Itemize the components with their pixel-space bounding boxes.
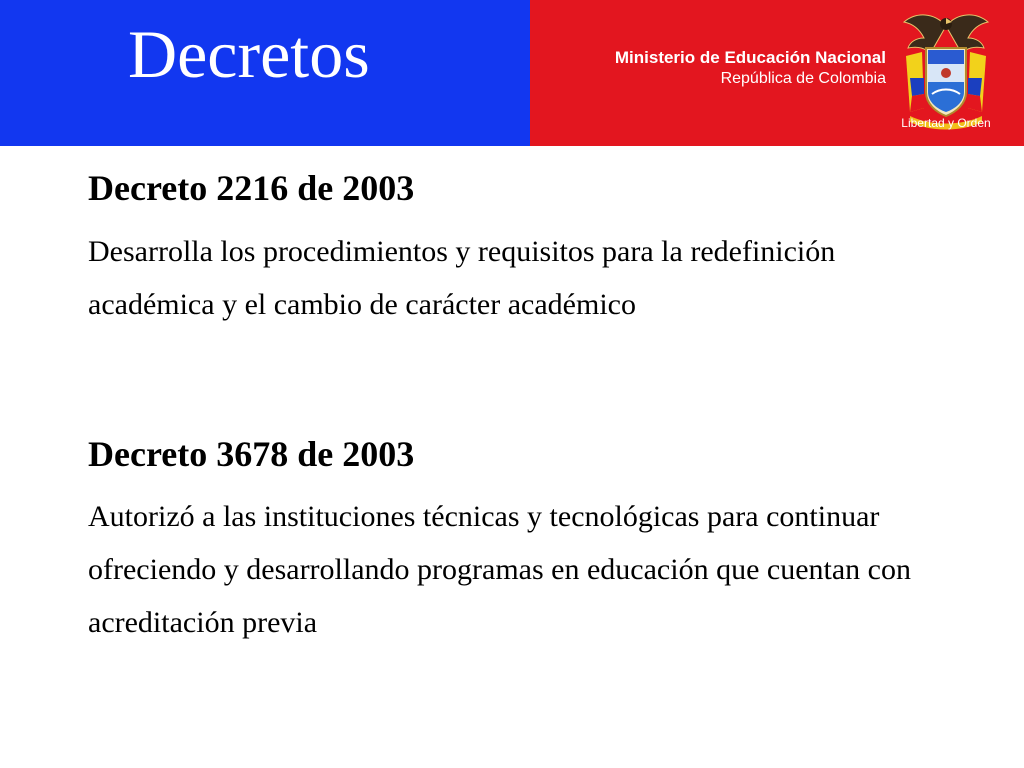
ministry-block xyxy=(615,47,886,89)
decree-title: Decreto 2216 de 2003 xyxy=(88,168,415,208)
slide-title: Decretos xyxy=(128,16,370,92)
decree-description: Desarrolla los procedimientos y requisitos para la redefinición académica y el cambio de carácter académico xyxy=(88,235,836,321)
ministry-name: Ministerio de Educación Nacional xyxy=(614,48,886,67)
header-banner xyxy=(0,0,1024,146)
decree-description: Autorizó a las instituciones técnicas y tecnológicas para continuar ofreciendo y desarrollando programas en educación que cuentan con acreditación previa xyxy=(88,500,911,639)
decree-title: Decreto 3678 de 2003 xyxy=(88,434,415,474)
country-name: República de Colombia xyxy=(720,70,886,87)
motto-text: Libertad y Orden xyxy=(901,116,991,130)
